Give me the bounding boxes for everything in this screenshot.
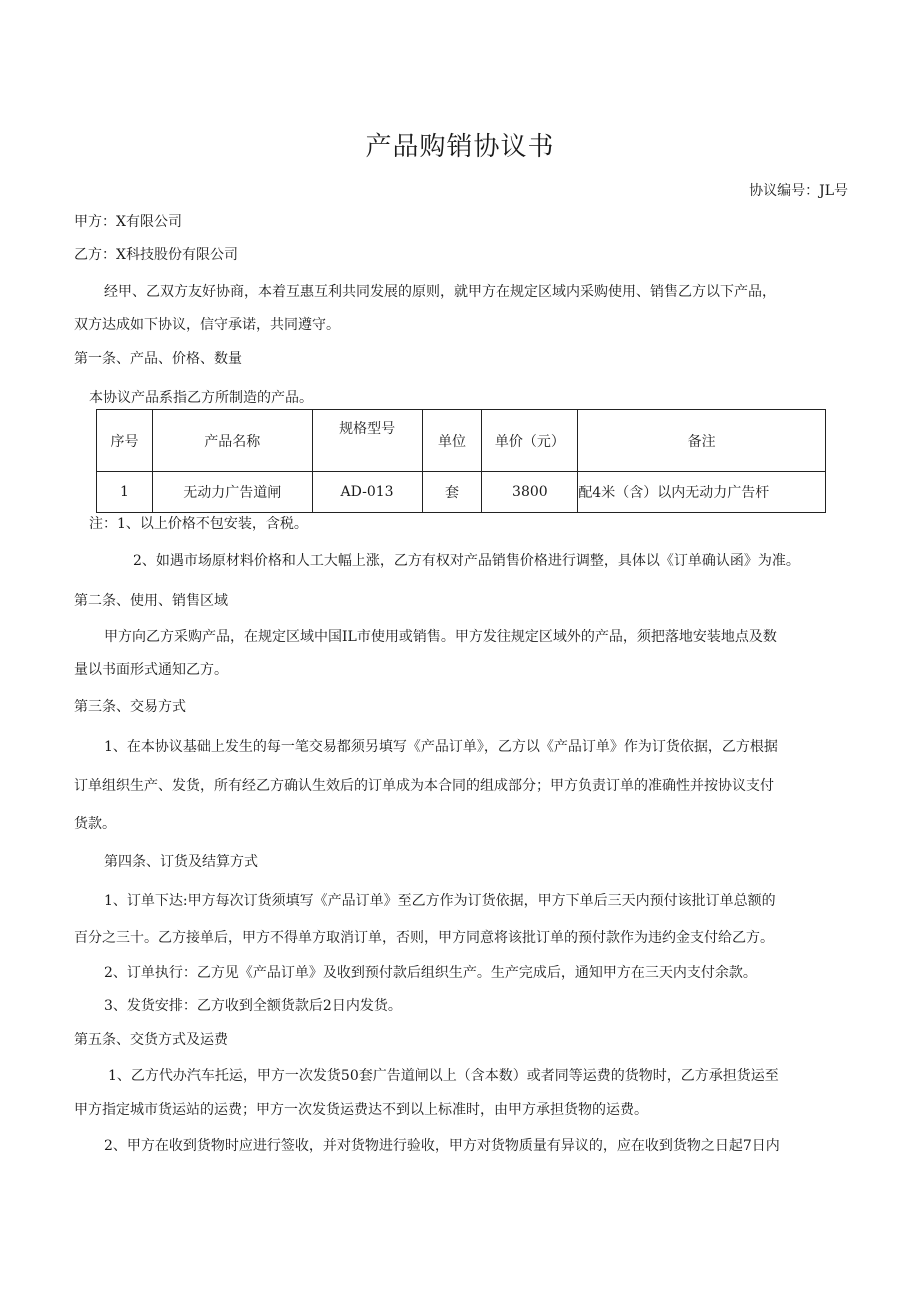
table-header-cell: 规格型号 xyxy=(312,410,422,472)
article1-heading: 第一条、产品、价格、数量 xyxy=(74,351,242,367)
intro-line: 经甲、乙双方友好协商，本着互惠互利共同发展的原则，就甲方在规定区域内采购使用、销售乙方以下产品， xyxy=(104,284,776,300)
article4-line: 3、发货安排：乙方收到全额货款后2日内发货。 xyxy=(104,998,402,1014)
table-header-row xyxy=(97,410,826,472)
table-cell: 套 xyxy=(422,472,482,513)
table-cell: 3800 xyxy=(482,472,578,513)
article5-line: 2、甲方在收到货物时应进行签收，并对货物进行验收，甲方对货物质量有异议的，应在收到货物之日起7日内 xyxy=(104,1138,780,1154)
document-title: 产品购销协议书 xyxy=(365,132,555,162)
article3-line: 1、在本协议基础上发生的每一笔交易都须另填写《产品订单》，乙方以《产品订单》作为订货依据，乙方根据 xyxy=(104,739,778,755)
article2-line: 甲方向乙方采购产品，在规定区域中国IL市使用或销售。甲方发往规定区域外的产品，须把落地安装地点及数 xyxy=(104,629,777,645)
product-table xyxy=(96,409,826,513)
article5-line: 甲方指定城市货运站的运费；甲方一次发货运费达不到以上标准时，由甲方承担货物的运费。 xyxy=(74,1102,648,1118)
table-header-cell: 备注 xyxy=(578,410,826,472)
price-note-2: 2、如遇市场原材料价格和人工大幅上涨，乙方有权对产品销售价格进行调整，具体以《订单确认函》为准。 xyxy=(133,553,800,569)
table-header-cell: 单位 xyxy=(422,410,482,472)
party-a: 甲方：X有限公司 xyxy=(74,214,182,230)
table-cell: 无动力广告道闸 xyxy=(152,472,312,513)
article4-line: 1、订单下达:甲方每次订货须填写《产品订单》至乙方作为订货依据，甲方下单后三天内预付该批订单总额的 xyxy=(104,893,776,909)
table-cell: AD-013 xyxy=(312,472,422,513)
intro-line: 双方达成如下协议，信守承诺，共同遵守。 xyxy=(74,317,340,333)
article4-heading: 第四条、订货及结算方式 xyxy=(104,854,258,870)
table-header-cell: 产品名称 xyxy=(152,410,312,472)
article2-heading: 第二条、使用、销售区域 xyxy=(74,593,228,609)
agreement-number: 协议编号：JL号 xyxy=(749,183,848,199)
article3-line: 订单组织生产、发货，所有经乙方确认生效后的订单成为本合同的组成部分；甲方负责订单的准确性并按协议支付 xyxy=(74,778,774,794)
table-cell: 配4米（含）以内无动力广告杆 xyxy=(578,472,826,513)
article5-heading: 第五条、交货方式及运费 xyxy=(74,1032,228,1048)
article4-line: 2、订单执行：乙方见《产品订单》及收到预付款后组织生产。生产完成后，通知甲方在三天内支付余款。 xyxy=(104,965,757,981)
article3-heading: 第三条、交易方式 xyxy=(74,699,186,715)
table-header-cell: 单价（元） xyxy=(482,410,578,472)
table-header-cell: 序号 xyxy=(97,410,153,472)
table-cell: 1 xyxy=(97,472,153,513)
table-row xyxy=(97,472,826,513)
article5-line: 1、乙方代办汽车托运，甲方一次发货50套广告道闸以上（含本数）或者同等运费的货物时，乙方承担货运至 xyxy=(108,1068,779,1084)
price-note-1: 注：1、以上价格不包安装，含税。 xyxy=(89,516,308,532)
article3-line: 货款。 xyxy=(74,816,116,832)
party-b: 乙方：X科技股份有限公司 xyxy=(74,247,238,263)
article1-desc: 本协议产品系指乙方所制造的产品。 xyxy=(89,390,313,406)
article4-line: 百分之三十。乙方接单后，甲方不得单方取消订单，否则，甲方同意将该批订单的预付款作为违约金支付给乙方。 xyxy=(74,930,774,946)
article2-line: 量以书面形式通知乙方。 xyxy=(74,662,228,678)
